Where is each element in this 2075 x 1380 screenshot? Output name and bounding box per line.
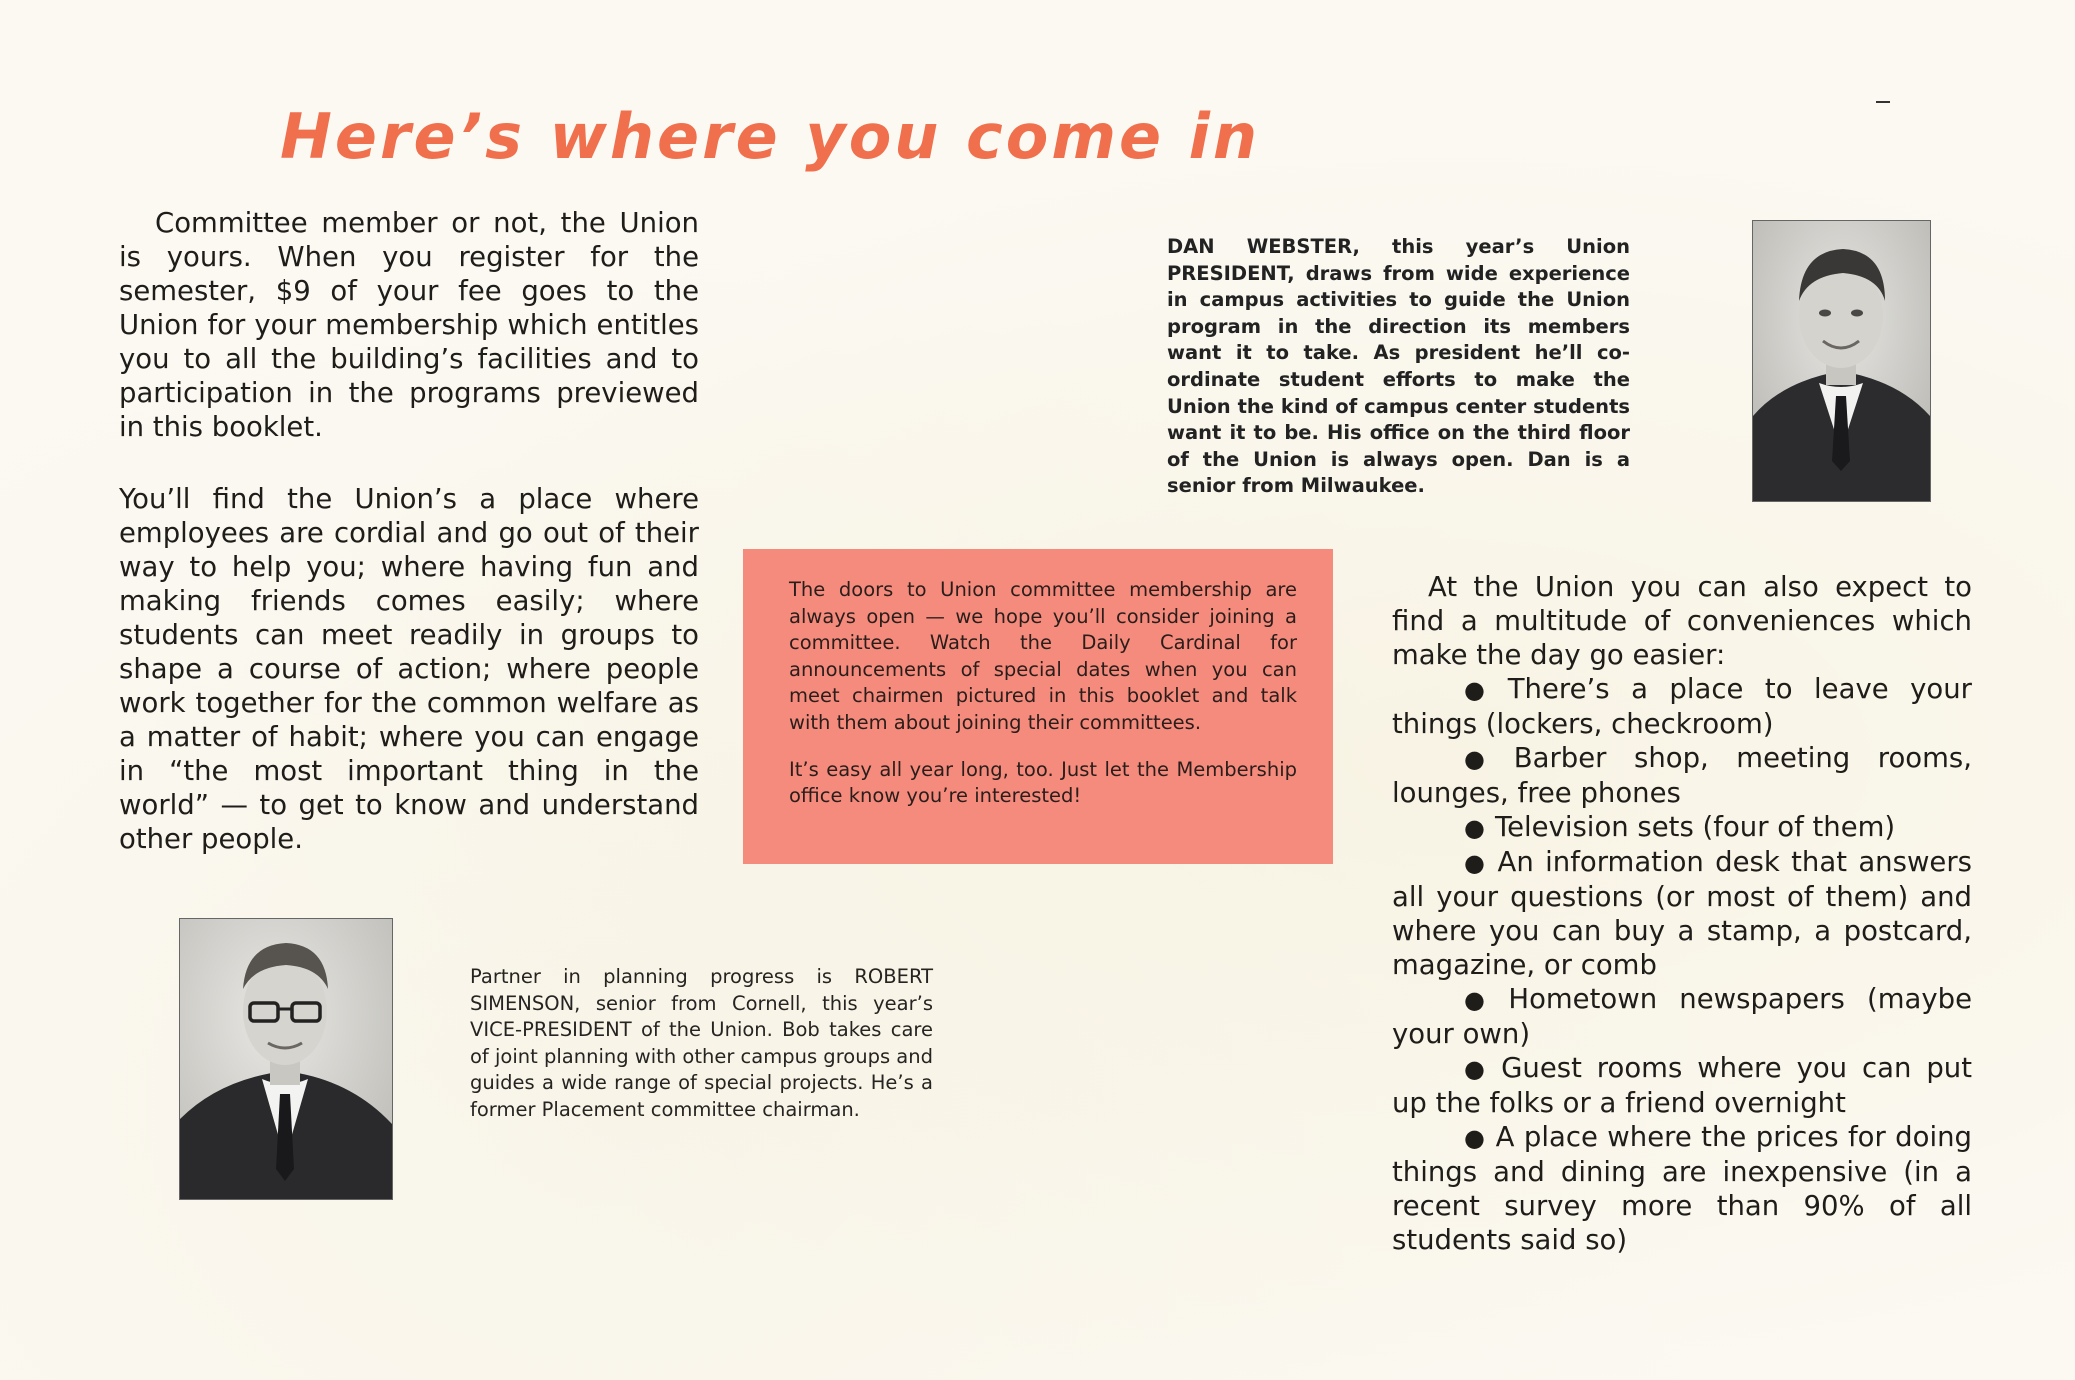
convenience-item bbox=[1392, 1051, 1972, 1120]
conveniences-intro: At the Union you can also expect to find a multitude of conveniences which make the day go easier: bbox=[1392, 571, 1972, 671]
convenience-item bbox=[1392, 845, 1972, 982]
convenience-item bbox=[1392, 1120, 1972, 1257]
convenience-item bbox=[1392, 810, 1972, 845]
union-place-paragraph: You’ll find the Union’s a place where employees are cordial and go out of their way to help you; where having fun and making friends comes easily; where students can meet readily in groups to shape a course of action; where people work together for the common welfare as a matter of habit; where you can engage in “the most important thing in the world” — to get to know and understand other people. bbox=[119, 483, 699, 855]
vice-president-caption: Partner in planning progress is ROBERT SIMENSON, senior from Cornell, this year’s VICE-PRESIDENT of the Union. Bob takes care of joint planning with other campus groups and guides a wide range of special projects. He’s a former Placement committee chairman. bbox=[470, 965, 933, 1121]
membership-callout bbox=[743, 549, 1333, 864]
president-photo bbox=[1752, 220, 1931, 502]
convenience-item-text: Hometown newspapers (maybe your own) bbox=[1392, 983, 1972, 1050]
convenience-item-text: Television sets (four of them) bbox=[1494, 811, 1896, 843]
conveniences-list bbox=[1392, 672, 1972, 1257]
convenience-item-text: An information desk that answers all your questions (or most of them) and where you can buy a stamp, a postcard, magazine, or comb bbox=[1392, 846, 1972, 981]
convenience-item-text: Guest rooms where you can put up the folks or a friend overnight bbox=[1392, 1052, 1972, 1119]
vice-president-photo bbox=[179, 918, 393, 1200]
convenience-item-text: A place where the prices for doing things and dining are inexpensive (in a recent survey more than 90% of all students said so) bbox=[1392, 1121, 1972, 1256]
membership-callout-text: The doors to Union committee membership are always open — we hope you’ll consider joining a committee. Watch the Daily Cardinal for announcements of special dates when you can meet chairmen pictured in this booklet and talk with them about joining their committees. bbox=[789, 578, 1297, 734]
convenience-item bbox=[1392, 741, 1972, 810]
convenience-item bbox=[1392, 982, 1972, 1051]
conveniences-section bbox=[1392, 570, 1972, 1257]
membership-callout-note: It’s easy all year long, too. Just let the Membership office know you’re interested! bbox=[789, 757, 1297, 808]
bullet-dot-icon: ● bbox=[1464, 676, 1498, 704]
bullet-dot-icon: ● bbox=[1464, 986, 1499, 1014]
intro-paragraph: Committee member or not, the Union is yours. When you register for the semester, $9 of your fee goes to the Union for your membership which entitles you to all the building’s facilities and to participation in the programs previewed in this booklet. bbox=[119, 207, 699, 443]
bullet-dot-icon: ● bbox=[1464, 745, 1504, 773]
bullet-dot-icon: ● bbox=[1464, 814, 1485, 842]
convenience-item-text: There’s a place to leave your things (lockers, checkroom) bbox=[1392, 673, 1972, 740]
convenience-item bbox=[1392, 672, 1972, 741]
bullet-dot-icon: ● bbox=[1464, 849, 1488, 877]
portrait-bob-image bbox=[180, 919, 392, 1199]
page-mark bbox=[1876, 101, 1890, 103]
bullet-dot-icon: ● bbox=[1464, 1055, 1492, 1083]
bullet-dot-icon: ● bbox=[1464, 1124, 1486, 1152]
page-title: Here’s where you come in bbox=[280, 100, 1260, 173]
president-caption: DAN WEBSTER, this year’s Union PRESIDENT, draws from wide experience in campus activities to guide the Union program in the direction its members want it to take. As president he’ll co-ordinate student efforts to make the Union the kind of campus center students want it to be. His office on the third floor of the Union is always open. Dan is a senior from Milwaukee. bbox=[1167, 235, 1630, 498]
portrait-dan-image bbox=[1753, 221, 1930, 501]
convenience-item-text: Barber shop, meeting rooms, lounges, free phones bbox=[1392, 742, 1972, 809]
